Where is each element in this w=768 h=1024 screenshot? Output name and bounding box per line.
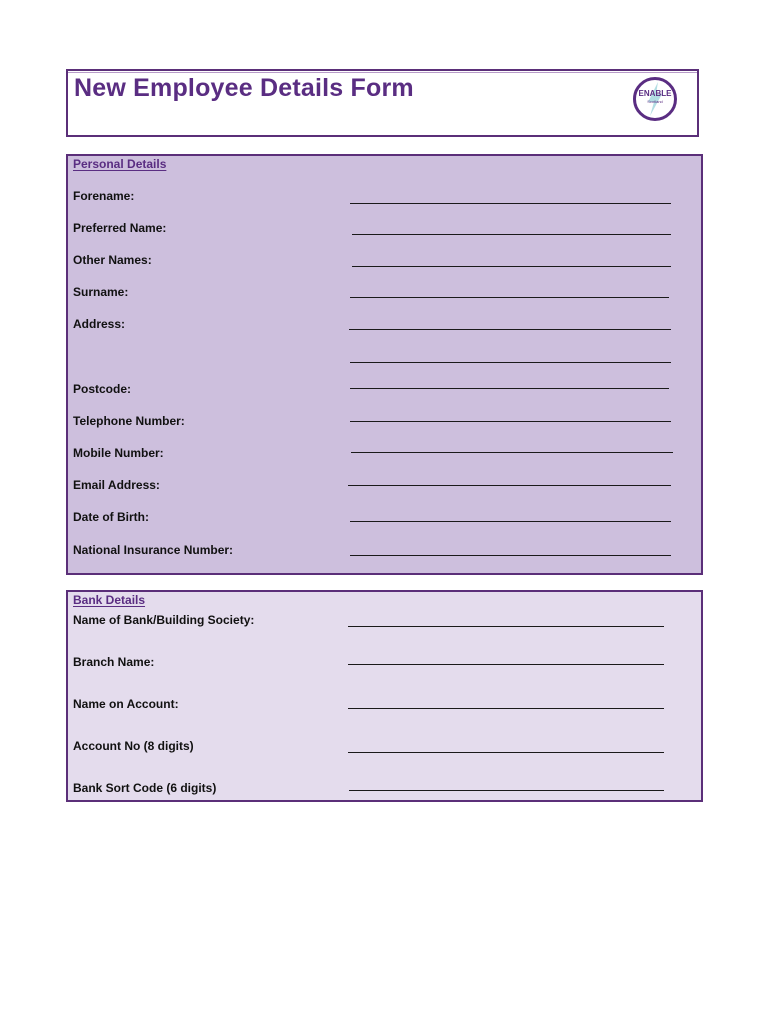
sort-code-input-line[interactable] — [349, 790, 664, 791]
email-input-line[interactable] — [348, 485, 671, 486]
label-other-names: Other Names: — [73, 253, 152, 267]
label-account-number: Account No (8 digits) — [73, 739, 194, 753]
logo-word: ENABLE — [638, 89, 672, 98]
label-bank-name: Name of Bank/Building Society: — [73, 613, 255, 627]
name-on-account-input-line[interactable] — [348, 708, 664, 709]
label-postcode: Postcode: — [73, 382, 132, 396]
branch-name-input-line[interactable] — [348, 664, 664, 665]
logo-subtext: Scotland — [647, 99, 663, 104]
surname-input-line[interactable] — [350, 297, 669, 298]
account-number-input-line[interactable] — [348, 752, 664, 753]
date-of-birth-input-line[interactable] — [350, 521, 671, 522]
forename-input-line[interactable] — [350, 203, 671, 204]
bank-details-section — [66, 590, 703, 802]
label-address: Address: — [73, 317, 126, 331]
label-national-insurance: National Insurance Number: — [73, 543, 234, 557]
label-date-of-birth: Date of Birth: — [73, 510, 149, 524]
label-forename: Forename: — [73, 189, 135, 203]
bank-name-input-line[interactable] — [348, 626, 664, 627]
personal-details-section — [66, 154, 703, 575]
address-line-1-input[interactable] — [349, 329, 671, 330]
label-name-on-account: Name on Account: — [73, 697, 179, 711]
telephone-input-line[interactable] — [350, 421, 671, 422]
other-names-input-line[interactable] — [352, 266, 671, 267]
form-header — [66, 69, 699, 137]
enable-scotland-logo — [633, 77, 677, 121]
label-surname: Surname: — [73, 285, 129, 299]
page-title: New Employee Details Form — [74, 74, 414, 102]
label-mobile: Mobile Number: — [73, 446, 164, 460]
postcode-input-line[interactable] — [350, 388, 669, 389]
label-branch-name: Branch Name: — [73, 655, 155, 669]
label-sort-code: Bank Sort Code (6 digits) — [73, 781, 217, 795]
label-email: Email Address: — [73, 478, 160, 492]
label-telephone: Telephone Number: — [73, 414, 185, 428]
section-heading-bank: Bank Details — [73, 593, 146, 607]
preferred-name-input-line[interactable] — [352, 234, 671, 235]
section-heading-personal: Personal Details — [73, 157, 167, 171]
mobile-input-line[interactable] — [351, 452, 673, 453]
address-line-2-input[interactable] — [350, 362, 671, 363]
national-insurance-input-line[interactable] — [350, 555, 671, 556]
label-preferred-name: Preferred Name: — [73, 221, 167, 235]
